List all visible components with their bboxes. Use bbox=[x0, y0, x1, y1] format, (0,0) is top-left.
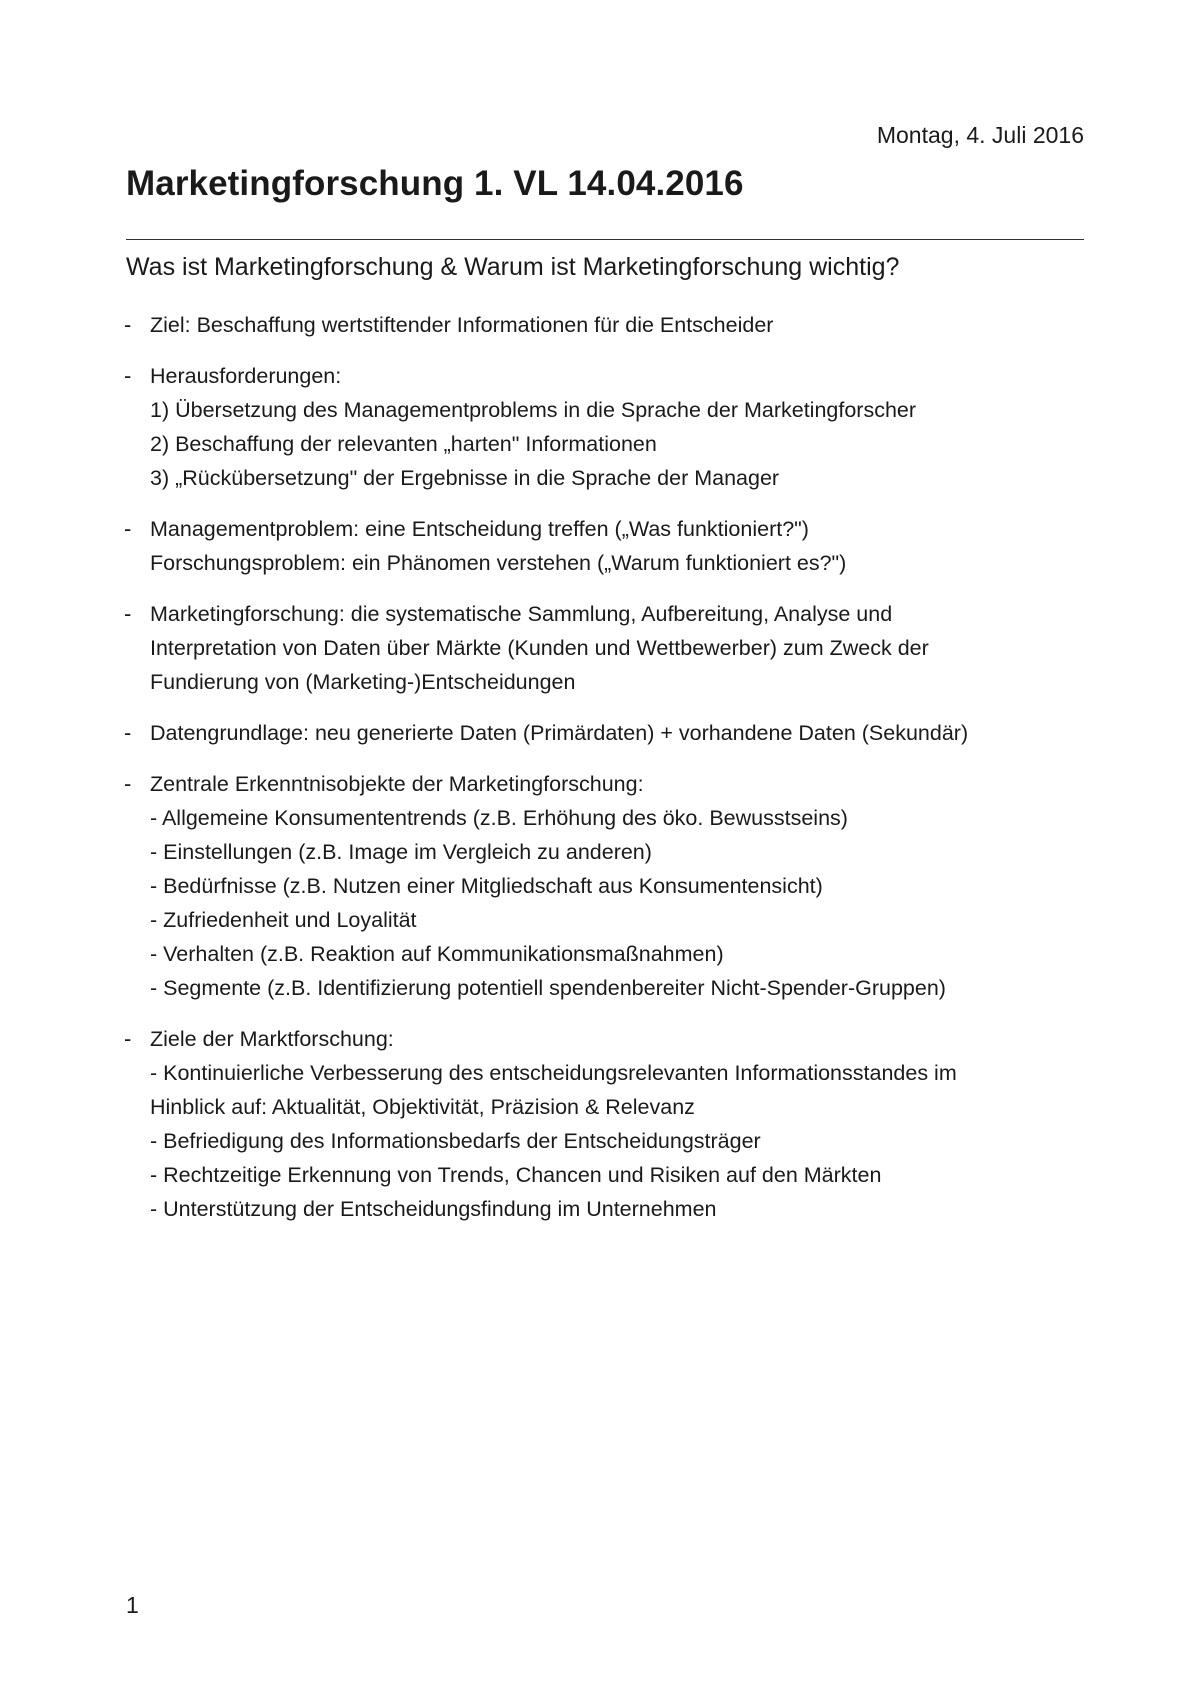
bullet-subline: - Bedürfnisse (z.B. Nutzen einer Mitgliedschaft aus Konsumentensicht) bbox=[150, 874, 823, 898]
bullet-marker: - bbox=[124, 1026, 132, 1051]
bullet-subline: - Verhalten (z.B. Reaktion auf Kommunikationsmaßnahmen) bbox=[150, 942, 724, 966]
bullet-item-erkenntnisobjekte bbox=[124, 767, 1084, 1005]
bullet-line: Marketingforschung: die systematische Sammlung, Aufbereitung, Analyse und bbox=[150, 602, 893, 626]
bullet-marker: - bbox=[124, 771, 132, 796]
bullet-subline: - Unterstützung der Entscheidungsfindung im Unternehmen bbox=[150, 1197, 717, 1221]
bullet-line: Forschungsproblem: ein Phänomen verstehen („Warum funktioniert es?") bbox=[150, 551, 847, 575]
bullet-marker: - bbox=[124, 601, 132, 626]
bullet-subline: 1) Übersetzung des Managementproblems in die Sprache der Marketingforscher bbox=[150, 398, 917, 422]
bullet-subline: - Rechtzeitige Erkennung von Trends, Chancen und Risiken auf den Märkten bbox=[150, 1163, 882, 1187]
bullet-line: Herausforderungen: bbox=[150, 364, 342, 388]
bullet-subline: - Kontinuierliche Verbesserung des entscheidungsrelevanten Informationsstandes im bbox=[150, 1061, 957, 1085]
bullet-subline: - Allgemeine Konsumententrends (z.B. Erhöhung des öko. Bewusstseins) bbox=[150, 806, 848, 830]
bullet-subline: 3) „Rückübersetzung" der Ergebnisse in die Sprache der Manager bbox=[150, 466, 780, 490]
bullet-item-managementproblem bbox=[124, 512, 1084, 580]
bullet-subline: Hinblick auf: Aktualität, Objektivität, Präzision & Relevanz bbox=[150, 1095, 695, 1119]
bullet-subline: - Einstellungen (z.B. Image im Vergleich zu anderen) bbox=[150, 840, 652, 864]
section-heading: Was ist Marketingforschung & Warum ist Marketingforschung wichtig? bbox=[126, 253, 900, 281]
bullet-item-ziel bbox=[124, 308, 1084, 342]
bullet-item-marketingforschung bbox=[124, 597, 1084, 699]
bullet-line: Ziel: Beschaffung wertstiftender Informationen für die Entscheider bbox=[150, 313, 774, 337]
page-number: 1 bbox=[126, 1592, 139, 1618]
bullet-subline: - Zufriedenheit und Loyalität bbox=[150, 908, 417, 932]
bullet-line: Datengrundlage: neu generierte Daten (Primärdaten) + vorhandene Daten (Sekundär) bbox=[150, 721, 969, 745]
bullet-marker: - bbox=[124, 363, 132, 388]
title-divider bbox=[126, 239, 1084, 240]
bullet-subline: - Segmente (z.B. Identifizierung potentiell spendenbereiter Nicht-Spender-Gruppen) bbox=[150, 976, 946, 1000]
bullet-line: Ziele der Marktforschung: bbox=[150, 1027, 394, 1051]
bullet-marker: - bbox=[124, 516, 132, 541]
bullet-item-herausforderungen bbox=[124, 359, 1084, 495]
bullet-list bbox=[124, 308, 1084, 1243]
document-title: Marketingforschung 1. VL 14.04.2016 bbox=[126, 164, 744, 203]
bullet-line: Managementproblem: eine Entscheidung treffen („Was funktioniert?") bbox=[150, 517, 809, 541]
bullet-line: Fundierung von (Marketing-)Entscheidungen bbox=[150, 670, 576, 694]
bullet-marker: - bbox=[124, 312, 132, 337]
bullet-subline: - Befriedigung des Informationsbedarfs der Entscheidungsträger bbox=[150, 1129, 761, 1153]
bullet-line: Interpretation von Daten über Märkte (Kunden und Wettbewerber) zum Zweck der bbox=[150, 636, 929, 660]
document-date: Montag, 4. Juli 2016 bbox=[876, 122, 1084, 148]
bullet-marker: - bbox=[124, 720, 132, 745]
bullet-subline: 2) Beschaffung der relevanten „harten" Informationen bbox=[150, 432, 657, 456]
bullet-item-ziele-marktforschung bbox=[124, 1022, 1084, 1226]
bullet-line: Zentrale Erkenntnisobjekte der Marketingforschung: bbox=[150, 772, 644, 796]
bullet-item-datengrundlage bbox=[124, 716, 1084, 750]
